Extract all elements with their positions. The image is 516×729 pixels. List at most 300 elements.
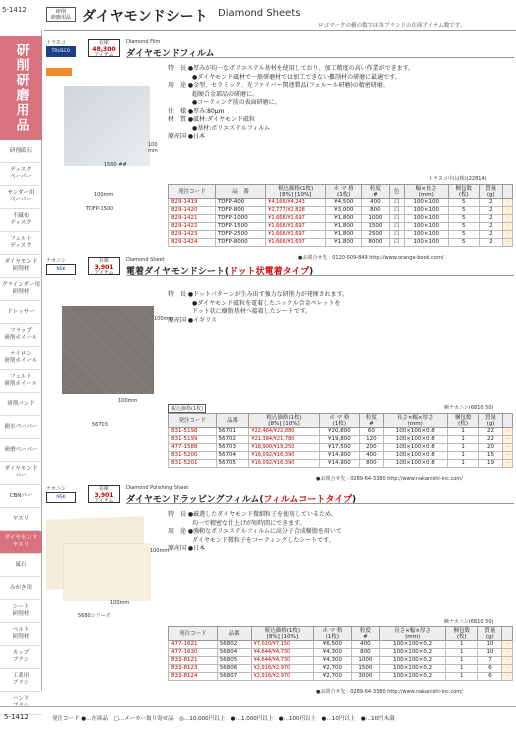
order-code[interactable]: 833-8123 [169, 665, 218, 673]
table-row[interactable] [169, 649, 513, 657]
brand-count [444, 618, 493, 625]
product-name-en: Diamond Sheet [126, 257, 165, 263]
table-cell: 1000 [362, 215, 389, 223]
table-cell: 100×100×0.2 [380, 657, 446, 665]
table-cell: 56703 [216, 444, 249, 452]
table-cell: ¥1,800 [326, 231, 362, 239]
table-cell: 10 [478, 641, 502, 649]
table-header: 梱包数 (枚) [448, 185, 479, 199]
order-code[interactable]: 831-5198 [169, 428, 217, 436]
table-cell: 6 [478, 673, 502, 681]
stock-count: 3,901 [94, 491, 114, 499]
table-header: 長さ×幅×厚さ (mm) [383, 414, 447, 428]
eco-badge [46, 68, 72, 76]
sidebar-item[interactable]: 砥石 [0, 554, 42, 577]
image-caption: TDFP-1500 [86, 206, 114, 212]
spec-line: 用 途 ●金型、セラミック、光ファイバー関連製品(フェルール研磨)の精密研磨、 [168, 82, 389, 89]
spec-list [168, 65, 414, 142]
table-cell: 100×100 [404, 199, 448, 207]
page-title-en: Diamond Sheets [218, 8, 301, 19]
sidebar-item[interactable]: ディスク ペーパー [0, 163, 42, 186]
table-row[interactable] [169, 444, 513, 452]
title-close: ) [309, 267, 314, 277]
brand-name: ナカニシ [46, 486, 66, 492]
table-cell: - [502, 649, 513, 657]
table-cell: - [502, 207, 512, 215]
table-cell: ¥4,300 [314, 657, 352, 665]
order-code[interactable]: 829-1424 [169, 239, 216, 247]
table-cell: 200 [360, 444, 383, 452]
table-cell: ¥1,666/¥1,697 [266, 231, 326, 239]
brand-count [444, 404, 493, 411]
table-cell: 120 [360, 436, 383, 444]
title-type: フィルムコートタイプ [263, 495, 352, 505]
table-header: ホ マ 格 (1枚) [326, 185, 362, 199]
brand-count-number: (22814) [466, 176, 487, 182]
product-name-en: Diamond Polishing Sheet [126, 485, 189, 491]
table-cell: 白 [389, 239, 404, 247]
table-cell: 1 [446, 665, 478, 673]
spec-table [168, 626, 513, 681]
table-header [502, 627, 513, 641]
table-row[interactable] [169, 641, 513, 649]
table-cell: 1000 [351, 657, 380, 665]
table-cell: TDFP-8000 [215, 239, 265, 247]
spec-line: 原産国 ●日本 [168, 133, 206, 140]
table-row[interactable] [169, 215, 513, 223]
table-cell: TDFP-800 [215, 207, 265, 215]
table-cell: - [502, 641, 513, 649]
table-cell: ¥14,900 [319, 460, 360, 468]
image-caption: 56703 [92, 422, 108, 428]
table-cell: 800 [360, 460, 383, 468]
table-row[interactable] [169, 452, 513, 460]
title-underline [126, 57, 514, 58]
table-cell: - [502, 460, 512, 468]
table-header: ホ マ 格 (1枚) [314, 627, 352, 641]
table-header: 質量 (g) [478, 627, 502, 641]
table-cell: 2 [479, 239, 502, 247]
table-cell: 2 [479, 223, 502, 231]
table-cell: ¥1,666/¥1,697 [266, 223, 326, 231]
table-cell: ¥18,900/¥19,250 [249, 444, 319, 452]
product-section-diamond-sheet [46, 256, 514, 482]
table-cell: 白 [389, 199, 404, 207]
table-row[interactable] [169, 436, 513, 444]
table-header: ホ マ 格 (1枚) [319, 414, 360, 428]
table-header: 粒度 # [360, 414, 383, 428]
sidebar-item[interactable]: 研削バンド [0, 393, 42, 416]
product-image [64, 86, 150, 166]
brand-count-number: (6810 50) [468, 619, 494, 625]
table-row[interactable] [169, 460, 513, 468]
table-cell: ¥17,500 [319, 444, 360, 452]
table-cell: 100×100×0.2 [380, 673, 446, 681]
page-title: ダイヤモンドシート [82, 9, 208, 25]
table-cell: ¥1,800 [326, 239, 362, 247]
table-cell: 100×100 [404, 215, 448, 223]
table-cell: 白 [389, 223, 404, 231]
table-cell: 1 [447, 428, 478, 436]
table-cell: ¥4,500 [326, 199, 362, 207]
spec-list [168, 511, 342, 554]
table-cell: 800 [362, 207, 389, 215]
product-section-diamond-film [46, 38, 514, 270]
brand-name: トラスコ [46, 40, 66, 46]
sidebar-item[interactable]: 工業用 ブラシ [0, 669, 42, 692]
table-cell: 1 [446, 673, 478, 681]
table-cell: TDFP-2500 [215, 231, 265, 239]
table-cell: ¥1,666/¥1,697 [266, 239, 326, 247]
table-cell: ¥22,464/¥22,880 [249, 428, 319, 436]
table-cell: 5 [448, 215, 479, 223]
header-divider [44, 30, 516, 31]
table-header: 粒度 # [351, 627, 380, 641]
table-cell: 22 [479, 428, 502, 436]
title-main: ダイヤモンドラッピングフィルム( [126, 495, 264, 505]
table-cell: 1 [447, 460, 478, 468]
sidebar-item[interactable]: ダイヤモンド バー [0, 462, 42, 485]
table-cell: 100×100×0.8 [383, 428, 447, 436]
table-cell: 56705 [216, 460, 249, 468]
table-header: 発注コード [169, 414, 217, 428]
product-name-en: Diamond Film [126, 39, 161, 45]
spec-line: 超硬合金部品の研磨に。 [168, 90, 259, 98]
brand-count-name: ㈱ナカニシ [444, 405, 469, 411]
brand-logo: TRUSCO [46, 46, 76, 57]
sidebar-item[interactable]: フェルト ディスク [0, 232, 42, 255]
table-row[interactable] [169, 657, 513, 665]
table-header: 品番 [216, 414, 249, 428]
table-cell: 20 [479, 444, 502, 452]
category-box: 研削 研磨用品 [46, 7, 76, 22]
table-cell: - [502, 239, 512, 247]
image-text: 1500 ## [104, 162, 127, 168]
table-cell: 1500 [362, 223, 389, 231]
spec-line: ダイヤモンド微粒子をコーティングしたシートです。 [168, 536, 335, 544]
table-header: 色 [389, 185, 404, 199]
table-cell: 56804 [217, 649, 251, 657]
stock-unit: アイテム [94, 52, 114, 58]
table-cell: - [502, 199, 512, 207]
order-code[interactable]: 833-8124 [169, 673, 218, 681]
table-cell: ¥14,900 [319, 452, 360, 460]
table-cell: 56805 [217, 657, 251, 665]
table-cell: ¥7,020/¥7,150 [251, 641, 314, 649]
table-cell: 56806 [217, 665, 251, 673]
brand-count-name: ㈱ナカニシ [444, 619, 469, 625]
title-main: 電着ダイヤモンドシート( [126, 267, 229, 277]
table-cell: 15 [479, 452, 502, 460]
product-image [62, 306, 154, 394]
table-cell: 56802 [217, 641, 251, 649]
price-subhead: 税込価格(1枚) [168, 404, 206, 413]
table-cell: 7 [478, 657, 502, 665]
title-close: ) [351, 495, 357, 505]
table-cell: 2 [479, 231, 502, 239]
order-code[interactable]: 477-1630 [169, 649, 218, 657]
table-cell: ¥2,700 [314, 665, 352, 673]
table-cell: 400 [360, 452, 383, 460]
table-cell: 1500 [351, 665, 380, 673]
table-cell: - [502, 665, 513, 673]
title-underline [126, 503, 514, 504]
table-header: 長さ×幅×厚さ (mm) [380, 627, 446, 641]
table-cell: 100×100×0.2 [380, 665, 446, 673]
sidebar-item[interactable]: ダイヤモンド ヤスリ [0, 531, 42, 554]
sidebar-item[interactable]: ベルト 研削材 [0, 623, 42, 646]
order-code[interactable]: 833-8121 [169, 657, 218, 665]
table-cell: ¥16,092/¥16,390 [249, 460, 319, 468]
table-cell: 400 [362, 199, 389, 207]
table-cell: ¥20,800 [319, 428, 360, 436]
table-row[interactable] [169, 673, 513, 681]
table-cell: ¥4,644/¥4,730 [251, 657, 314, 665]
product-section-lapping-film [46, 484, 514, 696]
table-cell: 100×100 [404, 223, 448, 231]
order-code[interactable]: 829-1422 [169, 223, 216, 231]
table-cell: 1 [447, 452, 478, 460]
table-cell: 3000 [351, 673, 380, 681]
table-cell: 100×100 [404, 207, 448, 215]
brand-count [428, 175, 487, 182]
spec-line: ●ダイヤモンド砥粒を電着したニッケル合金ペレットを [168, 299, 341, 307]
spec-list [168, 291, 348, 325]
table-cell: 5 [448, 223, 479, 231]
sidebar-item[interactable]: ダイヤモンド 研削材 [0, 255, 42, 278]
brand-count-name: トラスコ中山(株) [428, 176, 467, 182]
order-code[interactable]: 831-5199 [169, 436, 217, 444]
sidebar-item[interactable]: フェルト 研削ホイール [0, 370, 42, 393]
spec-line: 特 長 ●厳選したダイヤモンド微細粒子を使用しているため、 [168, 511, 337, 518]
sidebar-item[interactable]: ドレッサー [0, 301, 42, 324]
table-cell: - [502, 657, 513, 665]
sidebar-item[interactable]: ハンド ブラシ [0, 692, 42, 715]
table-cell: ¥4,644/¥4,730 [251, 649, 314, 657]
stock-label: 在庫 [98, 486, 109, 492]
table-cell: - [502, 215, 512, 223]
table-row[interactable] [169, 207, 513, 215]
spec-line: 原産国 ●日本 [168, 545, 206, 552]
table-cell: 1 [446, 649, 478, 657]
table-header: 発注コード [169, 627, 218, 641]
table-cell: 800 [351, 649, 380, 657]
table-cell: 2 [479, 207, 502, 215]
table-cell: - [502, 673, 513, 681]
table-row[interactable] [169, 231, 513, 239]
table-header: 梱包数 (枚) [447, 414, 478, 428]
title-underline [126, 275, 514, 276]
brand-logo: NSK [46, 264, 76, 275]
table-cell: ¥16,092/¥16,390 [249, 452, 319, 460]
contact-footer: ●お問合せ先 : 0120-509-849 http://www.orange-book.com/ [298, 255, 444, 261]
table-cell: 6 [478, 665, 502, 673]
table-cell: ¥3,000 [326, 207, 362, 215]
table-header: 税込価格(1枚) [8%] [10%] [251, 627, 314, 641]
table-cell: - [502, 444, 512, 452]
table-cell: 56702 [216, 436, 249, 444]
sidebar-item[interactable]: 研削砥石 [0, 140, 42, 163]
table-header: 発注コード [169, 185, 216, 199]
dimension-height: 100mm [154, 316, 174, 322]
contact-footer: ●お問合せ先 : 0289-64-3380 http://www.nakanishi-inc.com/ [316, 689, 463, 695]
table-cell: - [502, 452, 512, 460]
order-code[interactable]: 829-1420 [169, 207, 216, 215]
footer-page-number: 5-1412 [4, 713, 29, 721]
table-cell: 1 [447, 444, 478, 452]
brand-count-number: (6810 50) [468, 405, 494, 411]
sidebar-item[interactable]: 耐水ペーパー [0, 416, 42, 439]
footer-legend: 発注コード ●…在庫品 □…メーカー取り寄せ品 ◎…10,000円以上 ●…1,000円以上 ●…100円以上 ●…10円以上 ●…10円未満 [52, 716, 395, 722]
stock-badge [88, 485, 120, 503]
contact-footer: ●お問合せ先 : 0289-64-3380 http://www.nakanishi-inc.com/ [316, 476, 463, 482]
table-cell: ¥6,500 [314, 641, 352, 649]
image-caption: 5680シリーズ [78, 613, 111, 619]
sidebar-item[interactable]: CBNバー [0, 485, 42, 508]
table-row[interactable] [169, 199, 513, 207]
table-cell: ¥2,777/¥2,828 [266, 207, 326, 215]
sidebar-item[interactable]: みがき用 [0, 577, 42, 600]
sidebar-item[interactable]: 研磨ペーパー [0, 439, 42, 462]
spec-line: 仕 様 ●厚み:80μm [168, 107, 225, 115]
spec-line: 特 長 ●厚みが均一なポリエステル基材を使用しており、加工精度の高い作業ができます。 [168, 65, 415, 72]
page-footer [0, 706, 516, 729]
table-cell: 100×100×0.8 [383, 460, 447, 468]
sidebar-item[interactable]: フラップ 研削ホイール [0, 324, 42, 347]
spec-line: 材 質 ●砥材:ダイヤモンド砥粒 [168, 116, 256, 123]
table-cell: 5 [448, 239, 479, 247]
stock-badge [88, 39, 120, 57]
table-header: 税込価格(1枚) [8%] [10%] [249, 414, 319, 428]
sidebar-item[interactable]: グラインダー用 研削材 [0, 278, 42, 301]
table-cell: TDFP-1000 [215, 215, 265, 223]
table-cell: TDFP-400 [215, 199, 265, 207]
table-cell: 100×100 [404, 239, 448, 247]
table-cell: 56807 [217, 673, 251, 681]
table-cell: 1 [447, 436, 478, 444]
product-image-2 [64, 544, 150, 600]
sidebar-item[interactable]: ヤスリ [0, 508, 42, 531]
table-cell: 19 [479, 460, 502, 468]
order-code[interactable]: 831-5201 [169, 460, 217, 468]
spec-line: ●基材:ポリエステルフィルム [168, 124, 270, 132]
table-row[interactable] [169, 665, 513, 673]
table-cell: ¥1,800 [326, 223, 362, 231]
table-cell: - [502, 231, 512, 239]
table-header: 税込価格(1枚) [8%] [10%] [266, 185, 326, 199]
order-code[interactable]: 829-1421 [169, 215, 216, 223]
table-cell: ¥4,166/¥4,243 [266, 199, 326, 207]
stock-label: 在庫 [98, 40, 109, 46]
dimension-height: 100mm [150, 548, 170, 554]
table-header: 質量 (g) [479, 185, 502, 199]
table-cell: 100×100×0.8 [383, 452, 447, 460]
spec-line: 均一で精密な仕上げが短時間にできます。 [168, 519, 306, 527]
table-row[interactable] [169, 223, 513, 231]
table-header: 梱包数 (枚) [446, 627, 478, 641]
sidebar-item[interactable]: サンダー用 ペーパー [0, 186, 42, 209]
dimension-width: 100mm [94, 192, 114, 198]
table-cell: 100×100 [404, 231, 448, 239]
table-cell: 5 [448, 231, 479, 239]
spec-line: 特 長 ●ドットパターンが生み出す強力な研削力が発揮されます。 [168, 291, 349, 298]
order-code[interactable]: 829-1419 [169, 199, 216, 207]
table-cell: 100×100×0.2 [380, 641, 446, 649]
dimension-height: 100 mm [148, 142, 158, 154]
table-cell: ¥2,916/¥2,970 [251, 673, 314, 681]
table-header [502, 414, 512, 428]
table-cell: 2 [479, 215, 502, 223]
table-cell: 1 [446, 657, 478, 665]
table-header: 品 番 [215, 185, 265, 199]
table-cell: ¥19,800 [319, 436, 360, 444]
table-cell: ¥2,916/¥2,970 [251, 665, 314, 673]
table-cell: - [502, 223, 512, 231]
table-cell: TDFP-1500 [215, 223, 265, 231]
table-cell: 22 [479, 436, 502, 444]
stock-badge [88, 257, 120, 275]
sidebar-item[interactable]: シート 研削材 [0, 600, 42, 623]
sidebar-item[interactable]: 不織布 ディスク [0, 209, 42, 232]
order-code[interactable]: 477-1621 [169, 641, 218, 649]
order-code[interactable]: 831-5200 [169, 452, 217, 460]
table-cell: ¥21,384/¥21,780 [249, 436, 319, 444]
spec-table [168, 184, 513, 247]
table-cell: 白 [389, 215, 404, 223]
spec-line: ●ダイヤモンド砥材で一般研磨材では加工できない難削材の研磨に最適です。 [168, 73, 401, 81]
table-cell: 2 [479, 199, 502, 207]
product-title: ダイヤモンドフィルム [126, 49, 215, 59]
stock-count: 48,300 [92, 45, 116, 53]
sidebar-item[interactable]: ナイロン 研削ホイール [0, 347, 42, 370]
table-row[interactable] [169, 428, 513, 436]
table-cell: 100×100×0.8 [383, 436, 447, 444]
table-cell: 5 [448, 199, 479, 207]
spec-line: 原産国 ●イギリス [168, 316, 218, 324]
stock-unit: アイテム [94, 270, 114, 276]
spec-line: ●コーティング前の表面研磨に。 [168, 99, 281, 106]
title-type: ドット状電着タイプ [228, 267, 310, 277]
stock-unit: アイテム [94, 498, 114, 504]
table-cell: 1 [446, 641, 478, 649]
table-cell: ¥2,700 [314, 673, 352, 681]
brand-name: ナカニシ [46, 258, 66, 264]
sidebar-item[interactable]: カップ ブラシ [0, 646, 42, 669]
spec-line: 用 途 ●強靭なポリエステルフィルムに高分子合成樹脂を用いて [168, 528, 342, 535]
order-code[interactable]: 477-1588 [169, 444, 217, 452]
table-header: 品番 [217, 627, 251, 641]
table-cell: ¥1,800 [326, 215, 362, 223]
header-note: ロゴマークの横の数字は各ブランドの在庫アイテム数です。 [318, 23, 466, 29]
table-cell: 白 [389, 231, 404, 239]
spec-line: ドット状に樹脂基材へ接着したシートです。 [168, 308, 312, 315]
stock-label: 在庫 [98, 258, 109, 264]
table-cell: 60 [360, 428, 383, 436]
order-code[interactable]: 829-1423 [169, 231, 216, 239]
table-cell: ¥1,666/¥1,697 [266, 215, 326, 223]
stock-count: 3,901 [94, 263, 114, 271]
table-row[interactable] [169, 239, 513, 247]
table-cell: 8000 [362, 239, 389, 247]
table-cell: ¥4,300 [314, 649, 352, 657]
table-cell: 白 [389, 207, 404, 215]
table-header [502, 185, 512, 199]
sidebar-title: 研削研磨用品 [0, 36, 42, 140]
table-cell: 400 [351, 641, 380, 649]
table-cell: 56704 [216, 452, 249, 460]
dimension-width: 100mm [118, 398, 138, 404]
spec-table [168, 413, 513, 468]
